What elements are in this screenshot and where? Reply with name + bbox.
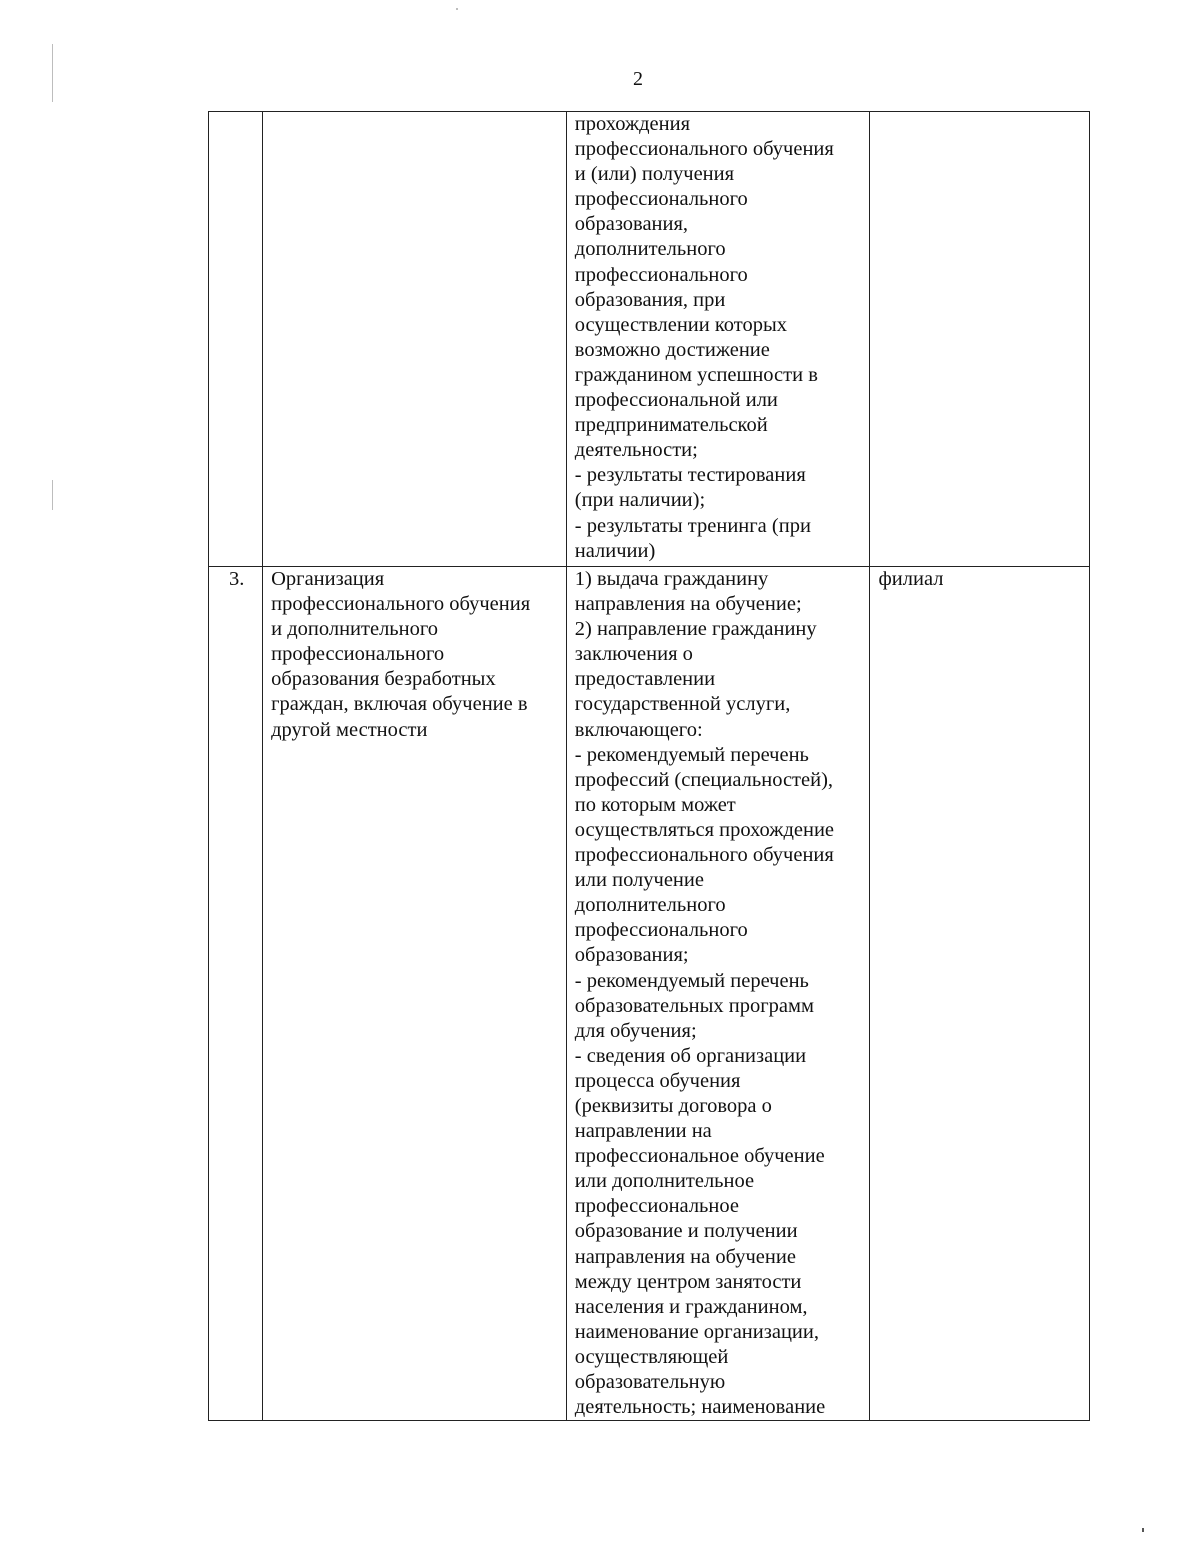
result-line: профессиональное обучение xyxy=(574,1145,825,1168)
table-row-continued xyxy=(209,112,1090,567)
result-line: населения и гражданином, xyxy=(574,1295,808,1318)
result-line: направления на обучение; xyxy=(574,593,802,616)
result-line: образовательную xyxy=(574,1371,726,1393)
result-line: направлении на xyxy=(574,1120,712,1143)
result-line: профессионального xyxy=(574,188,748,211)
scan-dot-bottom xyxy=(1142,1528,1144,1532)
result-line: возможно достижение xyxy=(574,338,770,361)
result-line: прохождения xyxy=(574,113,691,135)
service-name-cell xyxy=(263,112,567,567)
result-line: осуществлении которых xyxy=(574,313,787,336)
result-line: (при наличии); xyxy=(574,489,706,512)
result-line: деятельности; xyxy=(574,439,698,462)
result-line: дополнительного xyxy=(574,894,726,917)
executor-cell xyxy=(870,112,1090,567)
result-line: осуществляющей xyxy=(574,1345,729,1368)
result-line: - рекомендуемый перечень xyxy=(574,969,809,992)
result-line: профессиональной или xyxy=(574,389,778,412)
result-line: и (или) получения xyxy=(574,163,735,186)
result-line: заключения о xyxy=(574,643,693,666)
result-line: 2) направление гражданину xyxy=(574,618,817,641)
result-line: образование и получении xyxy=(574,1220,798,1243)
service-name-line: профессионального обучения xyxy=(271,593,531,616)
service-name-line: и дополнительного xyxy=(271,618,439,641)
result-line: гражданином успешности в xyxy=(574,363,818,386)
result-line: профессионального xyxy=(574,919,748,942)
page-number: 2 xyxy=(633,68,643,90)
result-line: или получение xyxy=(574,869,704,892)
result-line: государственной услуги, xyxy=(574,693,791,716)
result-line: наименование организации, xyxy=(574,1320,819,1343)
result-line: осуществляться прохождение xyxy=(574,818,835,841)
result-line: наличии) xyxy=(574,539,656,562)
service-name-line: Организация xyxy=(271,568,385,590)
scan-dot-top xyxy=(456,8,458,10)
executor-cell xyxy=(870,567,1090,1421)
service-name-line: образования безработных xyxy=(271,668,496,691)
services-table xyxy=(208,111,1090,1421)
result-line: - результаты тренинга (при xyxy=(574,514,811,537)
service-name-line: другой местности xyxy=(271,718,428,741)
result-line: профессионального обучения xyxy=(574,138,834,161)
result-line: между центром занятости xyxy=(574,1270,802,1293)
result-line: профессий (специальностей), xyxy=(574,768,834,791)
result-line: 1) выдача гражданину xyxy=(574,568,769,590)
result-line: - результаты тестирования xyxy=(574,464,806,487)
result-line: образования, xyxy=(574,213,689,236)
service-name-line: профессионального xyxy=(271,643,445,666)
result-line: образования, при xyxy=(574,288,726,311)
result-line: - рекомендуемый перечень xyxy=(574,743,809,766)
scan-mark-left-lower xyxy=(52,480,53,510)
result-line: профессионального xyxy=(574,263,748,286)
result-line: или дополнительное xyxy=(574,1170,755,1193)
service-name-cell xyxy=(263,567,567,1421)
result-line: предпринимательской xyxy=(574,414,768,437)
result-line: образования; xyxy=(574,944,689,967)
result-line: - сведения об организации xyxy=(574,1044,807,1067)
result-line: (реквизиты договора о xyxy=(574,1094,772,1117)
result-line: включающего: xyxy=(574,718,703,741)
result-cell xyxy=(566,567,870,1421)
row-number-cell xyxy=(209,112,263,567)
result-line: по которым может xyxy=(574,793,736,816)
result-line: образовательных программ xyxy=(574,994,814,1017)
result-line: профессионального обучения xyxy=(574,844,834,867)
result-line: предоставлении xyxy=(574,668,716,691)
result-line: дополнительного xyxy=(574,238,726,261)
executor-line: филиал xyxy=(878,568,944,590)
row-number-cell: 3. xyxy=(209,567,263,1421)
service-name-line: граждан, включая обучение в xyxy=(271,693,528,716)
result-line: профессиональное xyxy=(574,1195,739,1218)
result-line: направления на обучение xyxy=(574,1245,796,1268)
result-line: деятельность; наименование xyxy=(574,1396,826,1419)
table-row xyxy=(209,567,1090,1421)
result-cell xyxy=(566,112,870,567)
result-line: для обучения; xyxy=(574,1019,697,1042)
result-line: процесса обучения xyxy=(574,1069,741,1092)
